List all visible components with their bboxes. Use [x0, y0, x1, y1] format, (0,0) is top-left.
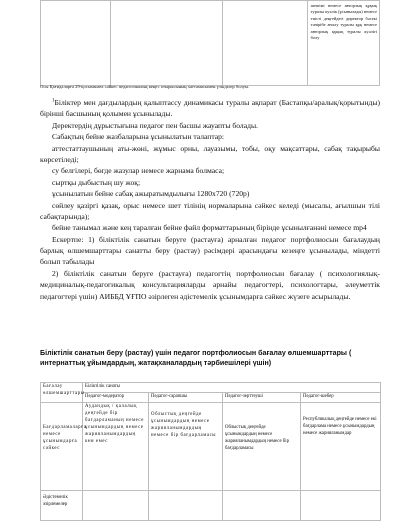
paragraph: су белгілері, бөгде жазулар немесе жарнама болмаса; [52, 166, 225, 176]
continuation-cell [41, 1, 111, 86]
row-label: Бағдарламаларға немесе ұсынымдарға сәйкес [41, 402, 83, 490]
continuation-cell [223, 1, 308, 86]
subheader-expert: Педагог-сарапшы [149, 392, 223, 402]
table-cell: Аудандық / қалалық деңгейде бір бағдарламаның немесе ұсынымдардың немесе жарияланымдардың кем емес [83, 402, 149, 490]
subheader-moderator: Педагог-модератор [83, 392, 149, 402]
table-cell: Облыстық деңгейде ұсынымдардың немесе жарияланымдардың немесе бір бағдарламасы [223, 402, 301, 490]
continuation-cell [110, 1, 222, 86]
paragraph: бейне танымал және кең таралған бейне файл форматтарының бірінде ұсынылғанәні немесе mp4 [52, 223, 367, 233]
paragraph: сыртқы дыбыстың шу жоқ; [52, 177, 141, 187]
table-cell [83, 490, 149, 520]
table-cell [149, 490, 223, 520]
table-cell [223, 490, 301, 520]
footnote-marker: 1 [52, 98, 55, 104]
criteria-header: Бағалау өлшемшарттары [41, 383, 83, 403]
continuation-cell [307, 1, 379, 86]
document-body [40, 97, 380, 302]
paragraph: ұсынылатын бейне сабақ ажыратымдылығы 1280х720 (720р) [52, 189, 250, 199]
paragraph: Сабақтың бейне жазбаларына ұсынылатын талаптар: [52, 132, 225, 142]
subheader-researcher: Педагог-зерттеуші [223, 392, 301, 402]
paragraph: аттестаттаушының аты-жөні, жұмыс орны, лауазымы, тобы, оқу мақсаттары, сабақ тақырыбы көрсетіледі; [40, 143, 380, 164]
paragraph: сөйлеу қазіргі қазақ, орыс немесе шет тілінің нормаларына сәйкес келеді (мысалы, ағылшын тілі сабақтарында); [40, 200, 380, 221]
table-cell: Республикалық деңгейде немесе екі бағдарлама немесе ұсынымдардың немесе жарияланымдар [301, 402, 381, 490]
note-paragraph: Ескертпе: 1) біліктілік санатын беруге (растауға) арналған педагог портфолиосын бағалаудың барлық өлшемшарттары санатты беру (растау) рәсімдері арасындағы кезеңге ұсынылады, міндетті болып табылады [40, 234, 380, 267]
category-header: Біліктілік санаты [83, 383, 381, 393]
criteria-table [40, 382, 381, 521]
note-paragraph: 2) біліктілік санатын беруге (растауға) педагогтің портфолиосын бағалау ( психологиялық-медициналық-педагогикалық консультацияларды арнайы педагогтері, психологтары, әлеуметтік педагогтері үшін) АИББД ҰҒПО әзірлеген әдістемелік ұсынымдарға сәйкес жүзеге асырылады. [40, 268, 380, 301]
subheader-master: Педагог-шебер [301, 392, 381, 402]
continuation-table [40, 0, 380, 86]
paragraph: $^1$Біліктер мен дағдылардың қалыптассу динамикасы туралы ақпарат (Бастапқы/аралық/қорытынды) бірінші басшының қолымен ұсынылады. [40, 98, 380, 119]
row-label: Әдістемелік әзірлемелер [41, 490, 83, 520]
paragraph: Деректердің дұрыстығына педагог пен басшы жауапты болады. [52, 120, 258, 130]
table-cell [301, 490, 381, 520]
continuation-cell-text: шешімі немесе авторлық құқық туралы куәлік (ұсынылады) немесе тиісті деңгейдегі директор бәсекі тәнірібе ағылу туралы құқ немесе авторлық құқық туралы куәлігі болу [310, 3, 377, 40]
table-cell: Облыстық деңгейде ұсынымдардың немесе жарияланымдардың немесе бір бағдарламасы [149, 402, 223, 490]
section-title: Біліктілік санатын беру (растау) үшін педагог портфолиосын бағалау өлшемшарттары ( интернаттық ұйымдардың, жатақханалардың тәрбиешілері үшін) [40, 349, 352, 368]
footnote: Осы Қағидаларға 29-қосымшаға сәйкес педагогикалық кеңес отырысының хаттамасымен үзінділер болуы. [40, 84, 250, 89]
